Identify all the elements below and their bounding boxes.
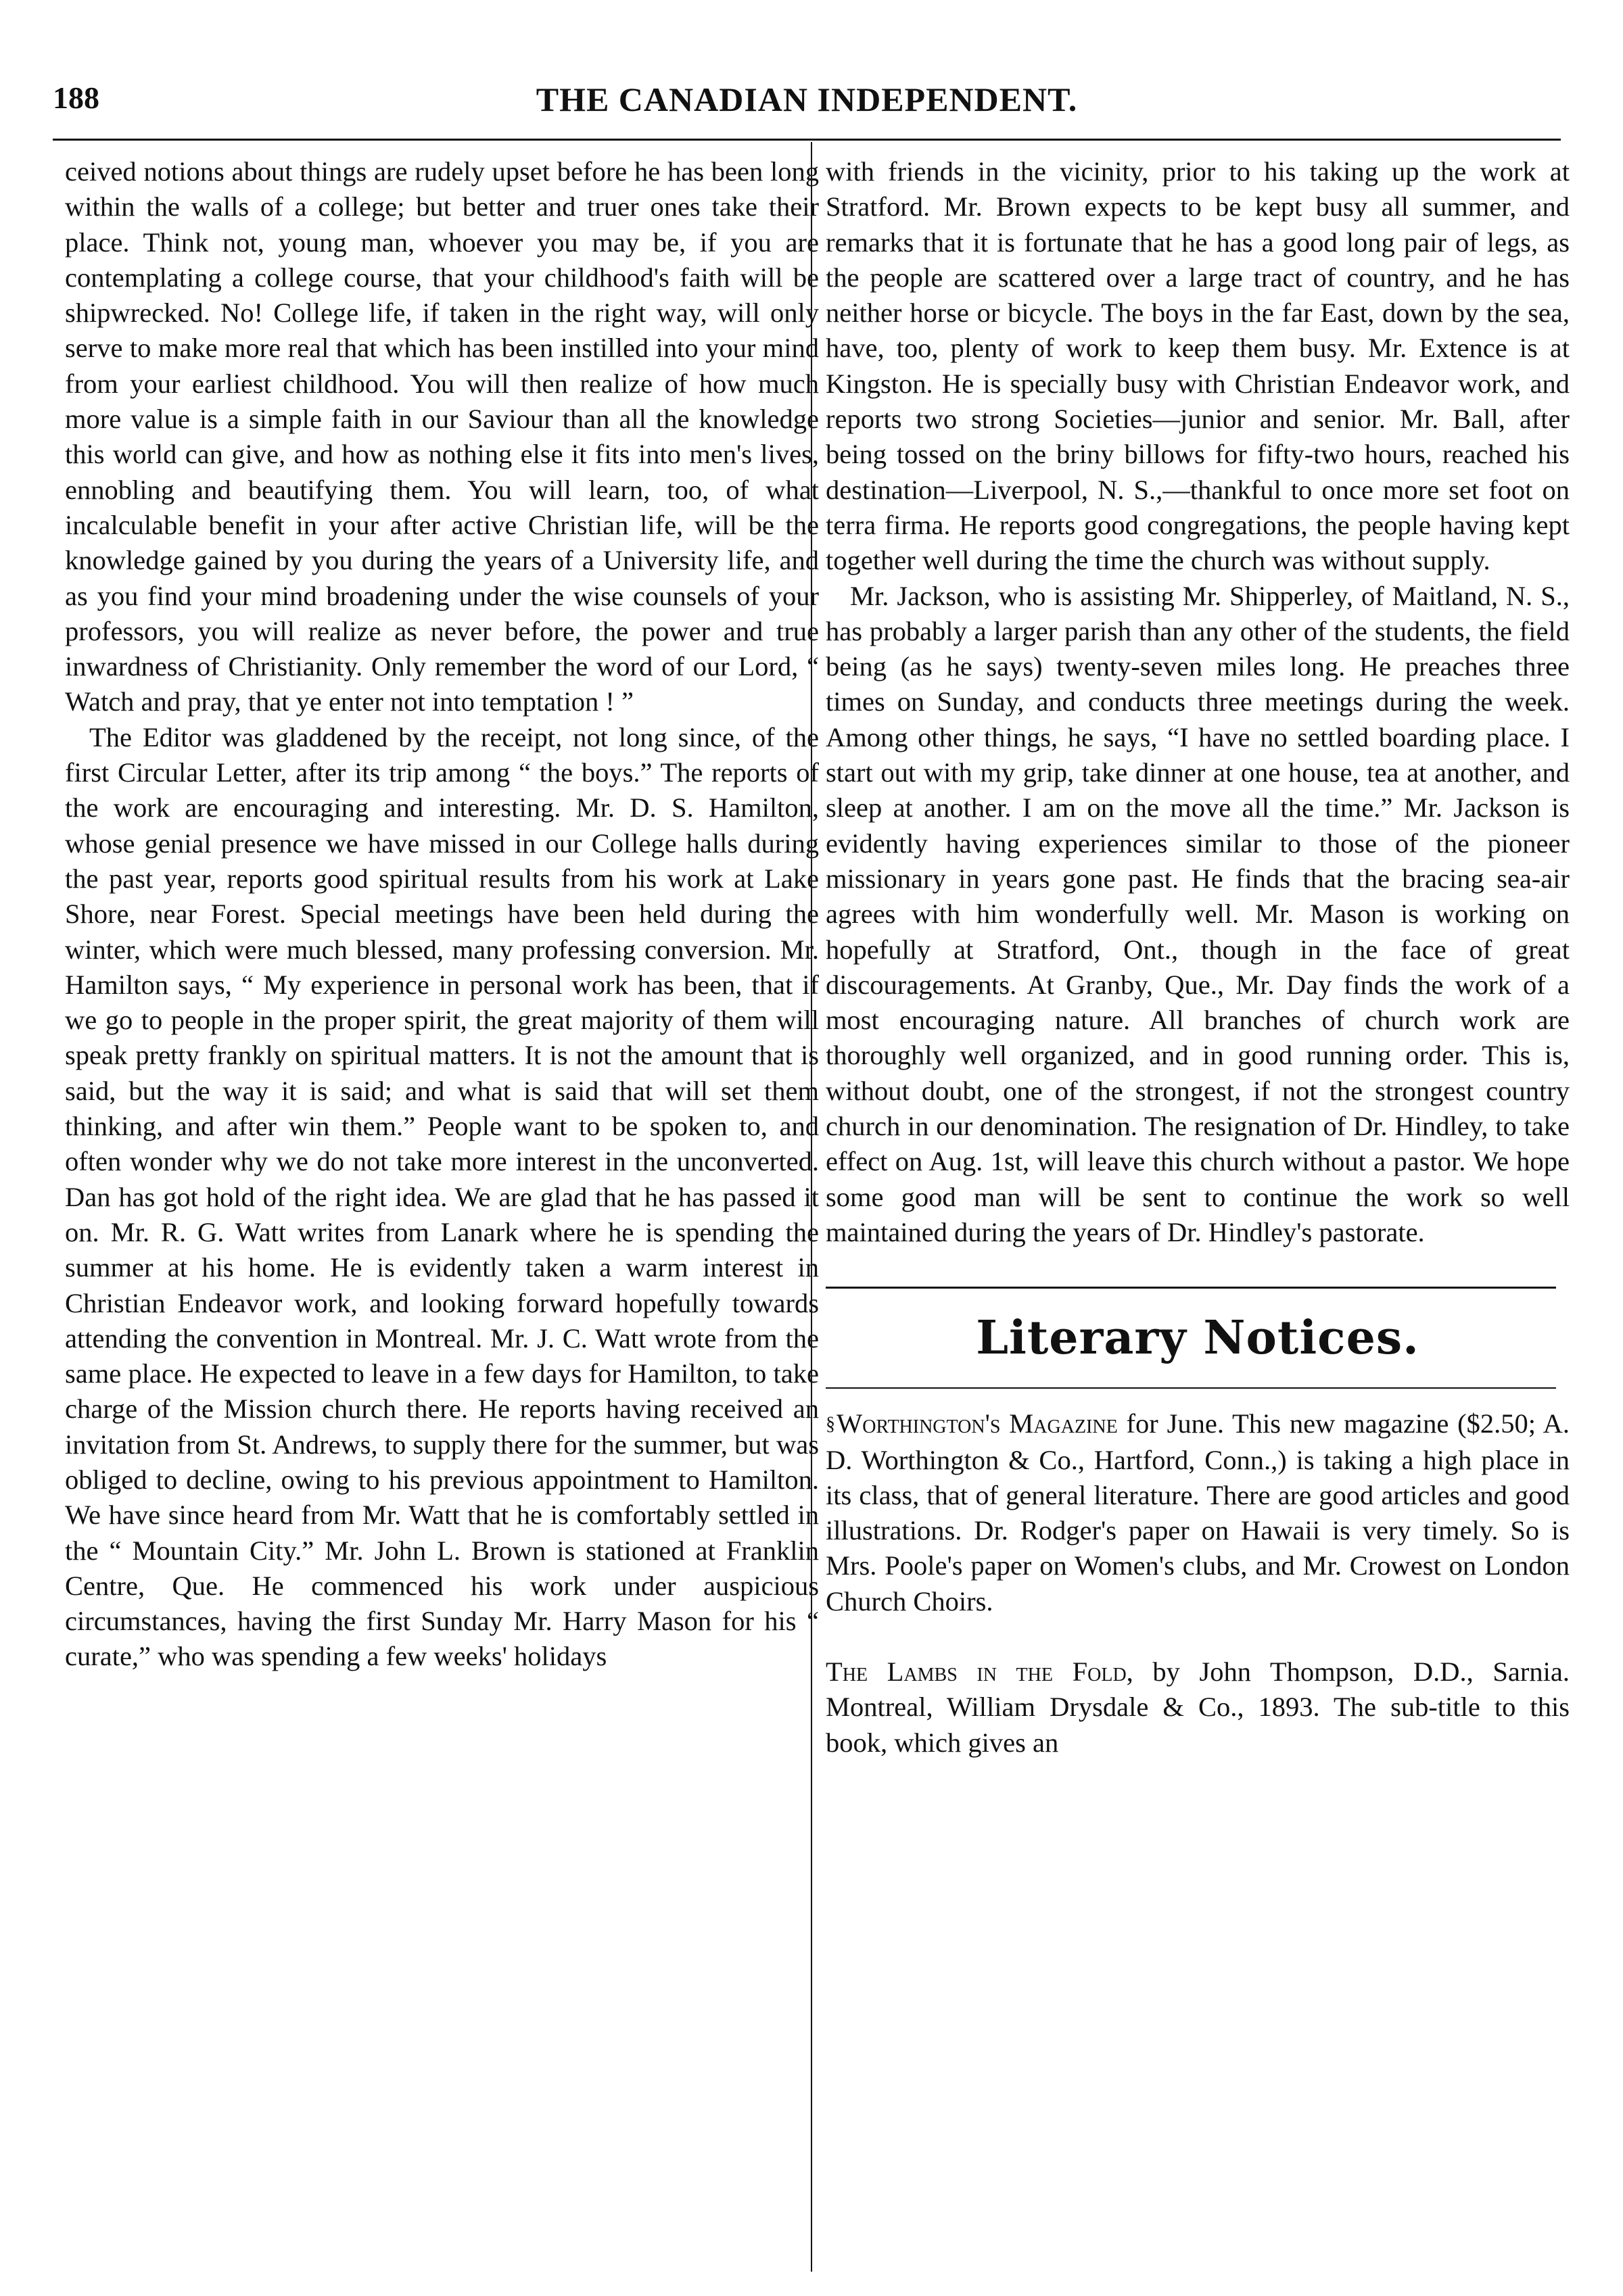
header-rule	[53, 139, 1561, 141]
left-paragraph-1: ceived notions about things are rudely upset before he has been long within the walls of a college; but better and truer ones take their place. Think not, young man, whoever you may be, if you are contemplating a college course, that your childhood's faith will be shipwrecked. No! College life, if taken in the right way, will only serve to make more real that which has been instilled into your mind from your earliest childhood. You will then realize of how much more value is a simple faith in our Saviour than all the knowledge this world can give, and how as nothing else it fits into men's lives, ennobling and beautifying them. You will learn, too, of what incalculable benefit in your after active Christian life, will be the knowledge gained by you during the years of a University life, and as you find your mind broadening under the wise counsels of your professors, you will realize as never before, the power and true inwardness of Christianity. Only remember the word of our Lord, “ Watch and pray, that ye enter not into temptation ! ”	[65, 156, 819, 717]
notice-marker-icon: §	[826, 1414, 835, 1435]
left-column	[65, 154, 819, 1675]
notice-worthingtons-magazine	[826, 1406, 1570, 1619]
journal-title: THE CANADIAN INDEPENDENT.	[536, 80, 1078, 118]
section-heading: Literary Notices.	[976, 1311, 1419, 1366]
section-rule-bottom	[826, 1387, 1556, 1389]
section-rule-top	[826, 1287, 1556, 1289]
notice-1-title: Worthington's Magazine	[837, 1408, 1118, 1439]
left-paragraph-2: The Editor was gladdened by the receipt, not long since, of the first Circular Letter, after its trip among “ the boys.” The reports of the work are encouraging and interesting. Mr. D. S. Hamilton, whose genial presence we have missed in our College halls during the past year, reports good spiritual results from his work at Lake Shore, near Forest. Special meetings have been held during the winter, which were much blessed, many professing conversion. Mr. Hamilton says, “ My experience in personal work has been, that if we go to people in the proper spirit, the great majority of them will speak pretty frankly on spiritual matters. It is not the amount that is said, but the way it is said; and what is said that will set them thinking, and after win them.” People want to be spoken to, and often wonder why we do not take more interest in the unconverted. Dan has got hold of the right idea. We are glad that he has passed it on. Mr. R. G. Watt writes from Lanark where he is spending the summer at his home. He is evidently taken a warm interest in Christian Endeavor work, and looking forward hopefully towards attending the convention in Montreal. Mr. J. C. Watt wrote from the same place. He expected to leave in a few days for Hamilton, to take charge of the Mission church there. He reports having received an invitation from St. Andrews, to supply there for the summer, but was obliged to decline, owing to his previous appointment to Hamilton. We have since heard from Mr. Watt that he is comfortably settled in the “ Mountain City.” Mr. John L. Brown is stationed at Franklin Centre, Que. He commenced his work under auspicious circumstances, having the first Sunday Mr. Harry Mason for his “ curate,” who was spending a few weeks' holidays	[65, 721, 819, 1672]
page-number: 188	[53, 80, 99, 115]
right-paragraph-2: Mr. Jackson, who is assisting Mr. Shipperley, of Maitland, N. S., has probably a larger parish than any other of the students, the field being (as he says) twenty-seven miles long. He preaches three times on Sunday, and conducts three meetings during the week. Among other things, he says, “I have no settled boarding place. I start out with my grip, take dinner at one house, tea at another, and sleep at another. I am on the move all the time.” Mr. Jackson is evidently having experiences similar to those of the pioneer missionary in years gone past. He finds that the bracing sea-air agrees with him wonderfully well. Mr. Mason is working on hopefully at Stratford, Ont., though in the face of great discouragements. At Granby, Que., Mr. Day finds the work of a most encouraging nature. All branches of church work are thoroughly well organized, and in good running order. This is, without doubt, one of the strongest, if not the strongest country church in our denomination. The resignation of Dr. Hindley, to take effect on Aug. 1st, will leave this church without a pastor. We hope some good man will be sent to continue the work so well maintained during the years of Dr. Hindley's pastorate.	[826, 580, 1570, 1247]
notice-2-title: The Lambs in the Fold	[826, 1656, 1127, 1687]
notice-lambs-in-the-fold	[826, 1654, 1570, 1761]
notice-1-text: for June. This new magazine ($2.50; A. D. Worthington & Co., Hartford, Conn.,) is taking a high place in its class, that of general literature. There are good articles and good illustrations. Dr. Rodger's paper on Hawaii is very timely. So is Mrs. Poole's paper on Women's clubs, and Mr. Crowest on London Church Choirs.	[826, 1408, 1570, 1617]
right-paragraph-1: with friends in the vicinity, prior to his taking up the work at Stratford. Mr. Brown expects to be kept busy all summer, and remarks that it is fortunate that he has a good long pair of legs, as the people are scattered over a large tract of country, and he has neither horse or bicycle. The boys in the far East, down by the sea, have, too, plenty of work to keep them busy. Mr. Extence is at Kingston. He is specially busy with Christian Endeavor work, and reports two strong Societies—junior and senior. Mr. Ball, after being tossed on the briny billows for fifty-two hours, reached his destination—Liverpool, N. S.,—thankful to once more set foot on terra firma. He reports good congregations, the people having kept together well during the time the church was without supply.	[826, 156, 1570, 576]
right-column	[826, 154, 1570, 1761]
page-header	[53, 80, 1561, 127]
notice-2-text: , by John Thompson, D.D., Sarnia. Montreal, William Drysdale & Co., 1893. The sub-title to this book, which gives an	[826, 1656, 1570, 1758]
